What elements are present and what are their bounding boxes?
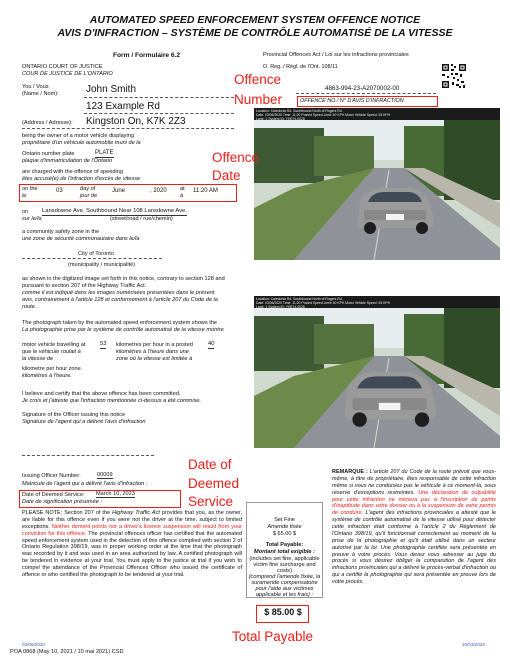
speed-line-1b: kilometres per hour in a posted [116,342,193,348]
please-note-paragraph [22,510,242,579]
deemed-label-en: Date of Deemed Service: [22,492,85,498]
court-name-fr: COUR DE JUSTICE DE L'ONTARIO [22,71,113,77]
officer-label-fr: Matricule de l'agent qui a délivré l'avis d'infraction : [22,481,148,487]
speed-line-5: kilomètres à l'heure. [22,373,72,379]
signature-label-en: Signature of the Officer issuing this notice [22,412,126,418]
jour-de-label: jour de [80,193,98,199]
day-of-label: day of [80,186,96,192]
set-fine-label: Set Fine [274,517,295,523]
annotation-total-payable: Total Payable [232,629,314,644]
photo-1-caption-3: Lane: 1 System ID: YH074-0028 [256,116,305,121]
annotation-offence-date-1: Offence [212,150,260,165]
camera-photo-1 [254,108,500,260]
includes-line-1: (includes set fine, applicable [249,556,320,562]
name-label-fr: (Name / Nom): [22,91,59,97]
annotation-deemed-2: Deemed [188,476,240,491]
shown-text-fr-2: avis, contrairement à l'article 128 et conformément à l'article 207 du Code de la [22,297,218,303]
notice-en-segment: Highway Traffic Act [112,510,160,516]
belief-en: I believe and certify that the above offence has been committed. [22,391,181,397]
municipality-value: City of Toronto [78,251,114,257]
name-label-en: You / Vous [22,84,49,90]
includes-line-2: victim fine surcharge and [253,562,316,568]
includes-fr-line-2: suramende compensatoire [251,580,318,586]
deemed-label-fr: Date de signification présumée : [22,499,102,505]
address-line-1: 123 Example Rd [86,101,160,112]
posted-speed: 40 [208,341,215,347]
set-fine-amount: $ 65.00 $ [272,531,297,537]
annotation-deemed-1: Date of [188,457,232,472]
a-label: à [180,193,184,199]
includes-fr-line-1: (comprend l'amende fixée, la [248,574,321,580]
notice-title-en: AUTOMATED SPEED ENFORCEMENT SYSTEM OFFENCE NOTICE [89,14,421,26]
owner-text-fr: propriétaire d'un véhicule automobile muni de la [22,140,141,146]
annotation-offence-number-2: Number [234,92,283,107]
plate-number: PLATE [95,150,114,156]
actual-speed: 53 [100,341,107,347]
location-sur-label: sur le/la [22,216,42,222]
speed-line-1: motor vehicle travelling at [22,342,86,348]
footer-left-date: 03/06/2020 [22,642,45,647]
notice-en-segment: provides that you, as the owner, are liable for this offence even if you were not the driver at the time, subject to limited exceptions. [22,510,242,530]
offence-time: 11:20 AM [193,188,218,194]
set-fine-label-fr: Amende fixée [267,524,302,530]
photo-2-caption-3: Lane: 1 System ID: YH074-0028 [256,304,305,309]
notice-en-segment: Neither demerit points nor a driver's licence suspension will result from your conviction for this offence. [22,523,242,537]
on-the-label: on the [22,186,38,192]
speed-line-2a: que le véhicule roulait à [22,349,81,355]
photo-1-caption-2: Date: 03/06/2020 Time: 11:20 Posted Speed Limit: 40 KPH Motor Vehicle Speed: 53 KPH [256,112,391,117]
plate-label-en: Ontario number plate [22,151,75,157]
at-label: at [180,186,185,192]
notice-fr-segment: Une déclaration de culpabilité pour cette infraction ne mènera pas à l'inscription de points d'inaptitude dans votre dossier ou à la suspension de votre permis de conduire. [332,489,496,517]
shown-text-en-1: as shown in the digitized image set forth in this notice, contrary to section 128 and [22,276,225,282]
speed-line-3b: zone où la vitesse est limitée à [116,356,193,362]
shown-text-en-2: pursuant to section 207 of the Highway Traffic Act. [22,283,147,289]
address-line-2: Kingston On, K7K 2Z3 [86,116,186,127]
qr-code [441,63,467,89]
form-number: Form / Formulaire 6.2 [113,52,181,59]
charged-text-fr: êtes accusé(e) de l'infraction d'excès de vitesse [22,176,141,182]
annotation-offence-number-1: Offence [234,72,282,87]
address-label: (Address / Adresse): [22,120,73,126]
signature-label-fr: Signature de l'agent qui a délivré l'avis d'infraction [22,419,146,425]
photo-1-caption-1: Location: Caledonia Rd. Southbound North of Rogers Rd. [256,109,343,113]
act-reference: Provincial Offences Act / Loi sur les infractions provinciales [263,52,409,58]
speed-line-2b: kilomètres à l'heure dans une [116,349,189,355]
recipient-name: John Smith [86,84,137,95]
speed-line-4: kilometre per hour zone. [22,366,83,372]
municipality-label: (municipality / municipalité) [68,262,136,268]
photo-note-fr: La photographie prise par le système de contrôle automatisé de la vitesse montre [22,327,224,333]
footer-right-date: 10/03/2023 [462,642,485,647]
location-on-label: on [22,209,29,215]
form-code: POA 0868 (May 10, 2021 / 10 mai 2021) CSD [10,649,124,655]
annotation-offence-date-2: Date [212,168,241,183]
camera-photo-2 [254,296,500,448]
includes-fr-line-3: pour l'aide aux victimes [255,586,314,592]
total-payable-label-fr: Montant total exigible : [254,549,315,555]
notice-title-fr: AVIS D'INFRACTION – SYSTÈME DE CONTRÔLE AUTOMATISÉ DE LA VITESSE [57,27,453,39]
notice-en-segment: PLEASE NOTE: Section 207 of the [22,510,113,516]
offence-year: , 2020 [150,188,167,194]
regulation-reference: O. Reg. / Règl. de l'Ont. 108/11 [263,64,338,70]
total-payable-amount: $ 85.00 $ [264,607,302,617]
notice-fr-segment: REMARQUE : [332,469,368,475]
shown-text-fr-1: comme il est indiqué dans les images numérisées présentées dans le présent [22,290,215,296]
signature-line [22,455,154,456]
notice-fr-segment: L'agent des infractions provinciales a attesté que le système de contrôle automatisé de la vitesse utilisé pour détecter cette infraction était conforme à l'article 2 du Règlement de l'Ontario 398/19, qu'il fonctionnait correctement au moment de la prise de la photographie et qu'il était utilisé dans un secteur autorisé par la loi. Une photographie certifiée sera présentée en preuve à votre procès. Vous devez vous adresser au juge du procès si vous désirez obliger la comparution de l'agent des infractions provinciales qui a délivré le procès-verbal d'infraction ou qui a certifié la photographie qui sera présentée en preuve lors de votre procès. [332,510,496,585]
speed-line-3a: la vitesse de [22,356,54,362]
street-label: (street/road / rue/chemin) [110,216,173,222]
zone-text-en: a community safety zone in the [22,229,100,235]
photo-2-caption-2: Date: 03/06/2020 Time: 11:20 Posted Speed Limit: 40 KPH Motor Vehicle Speed: 53 KPH [256,300,391,305]
notice-fr-segment: L'article 207 du Code de la route prévoit que vous-même, à titre de propriétaire, êtes responsable de cette infraction même si vous ne conduisiez pas le véhicule à ce moment-là, sous réserve d'exceptions restreintes. [332,469,496,496]
offence-day: 03 [56,188,63,194]
remarque-paragraph [332,469,496,586]
officer-label-en: Issuing Officer Number: [22,473,81,479]
charged-text-en: are charged with the offence of speeding [22,169,123,175]
offence-month: June [112,188,126,194]
total-payable-label: Total Payable: [265,542,304,548]
court-name-en: ONTARIO COURT OF JUSTICE [22,64,103,70]
deemed-service-date: March 10, 2023 [96,491,135,497]
includes-line-3: costs) [277,568,292,574]
photo-2-caption-1: Location: Caledonia Rd. Southbound North of Rogers Rd. [256,297,343,301]
owner-text-en: being the owner of a motor vehicle displaying [22,133,134,139]
officer-number: 00009 [97,472,113,478]
offence-number-label: OFFENCE NO./ N° D'AVIS D'INFRACTION [300,98,404,104]
zone-text-fr: une zone de sécurité communautaire dans le/la [22,236,140,242]
offence-location: Lansdowne Ave. Southbound Near 108 Lansdowne Ave. [42,208,187,214]
plate-label-fr: plaque d'immatriculation de l'Ontario [22,158,113,164]
annotation-deemed-3: Service [188,494,234,509]
shown-text-fr-3: route. [22,304,37,310]
offence-number: 4863-994-23-A2070002-00 [325,85,400,92]
le-label: le [22,193,27,199]
belief-fr: Je crois et j'atteste que l'infraction mentionnée ci-dessus a été commise. [22,398,202,404]
photo-note-en: The photograph taken by the automated speed enforcement system shows the [22,320,217,326]
notice-en-segment: The provincial offences officer has certified that the automated speed enforcement system used in the detection of this offence complied with section 2 of Ontario Regulation 398/19, was in proper working order at the time that the photograph was recorded by it and was used in an area authorized by law. A certified photograph will be tendered in evidence at your trial. You must apply to the justice at trial if you wish to compel the attendance of the Provincial Offences Officer who issued the certificate of offence or who certified the photograph to be tendered at your trial. [22,530,242,578]
includes-fr-line-4: applicable et les frais) : [255,592,314,598]
